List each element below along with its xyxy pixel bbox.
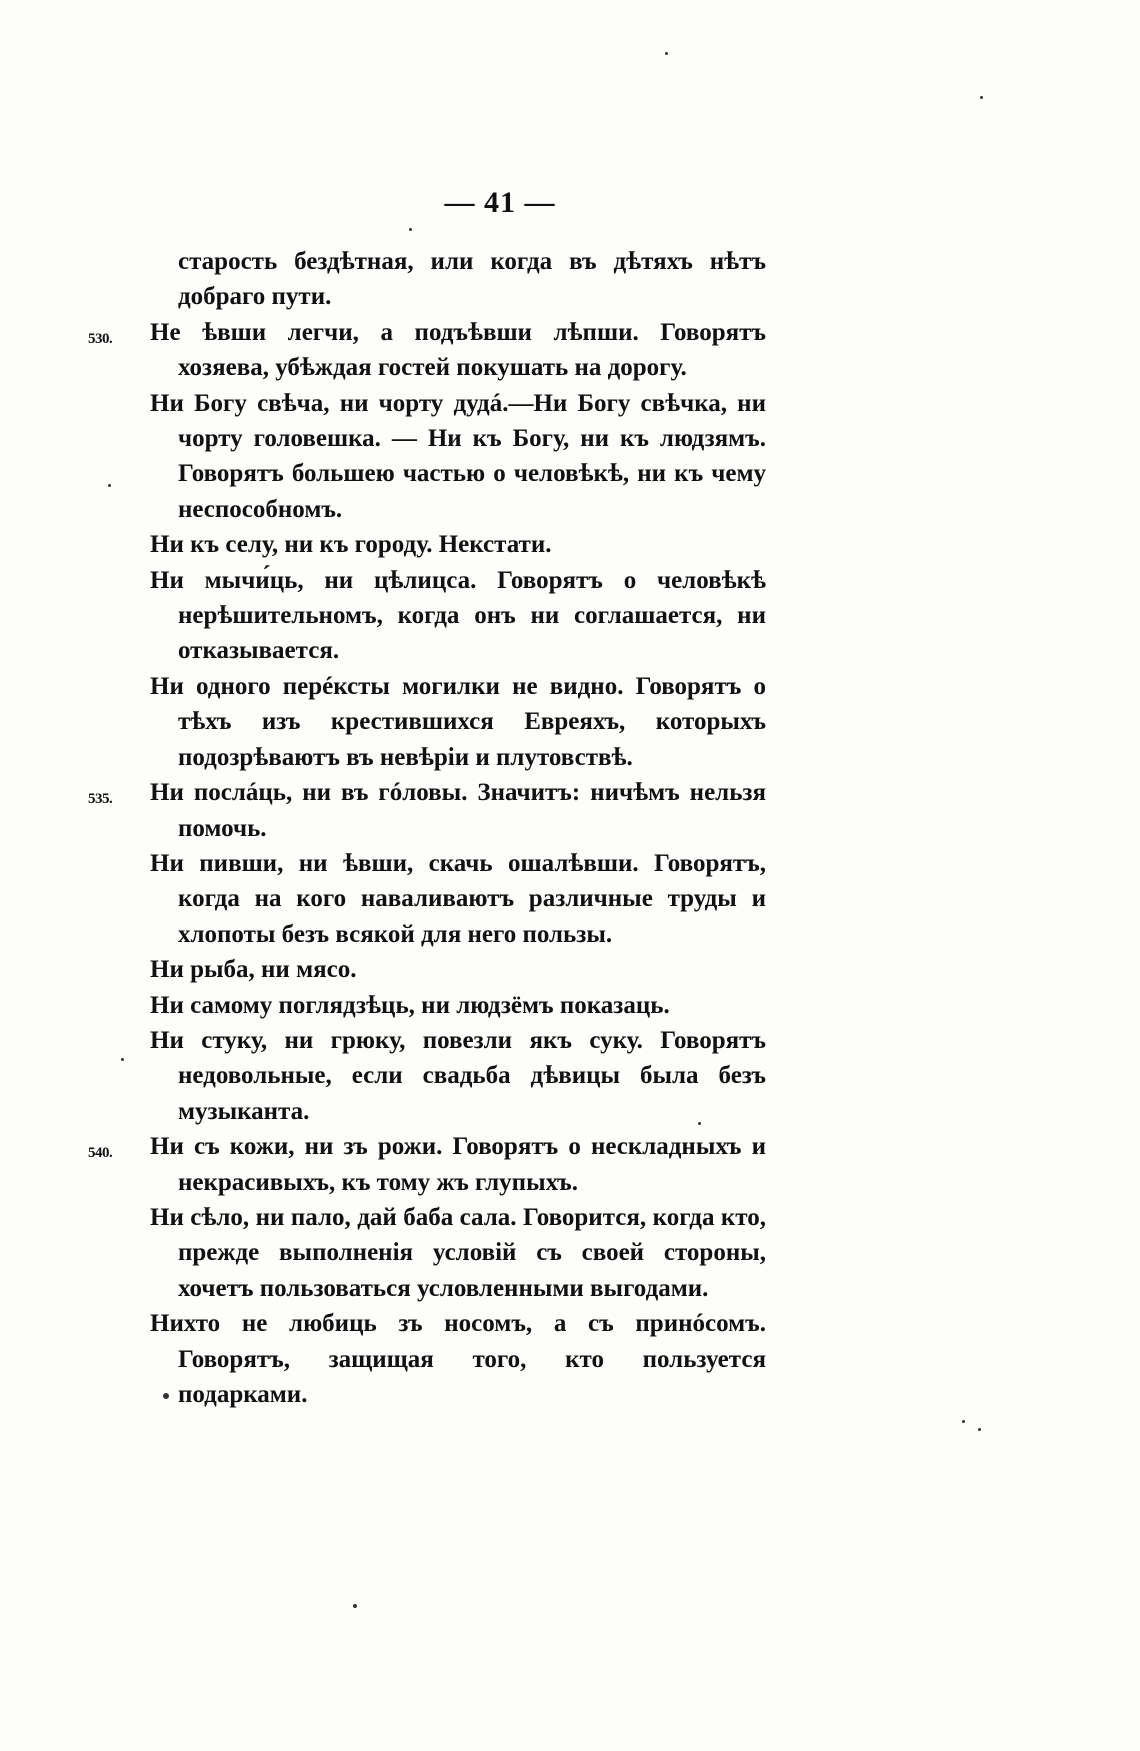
scan-speck: [108, 484, 111, 487]
entry-text: Ни самому поглядзѣць, ни людзёмъ показаць.: [150, 991, 670, 1019]
list-item: [150, 244, 766, 315]
entry-text: Ни мычи́ць, ни цѣлицса. Говорятъ о человѣкѣ нерѣшительномъ, когда онъ ни соглашается, ни отказывается.: [150, 566, 766, 665]
list-item: 540. Ни съ кожи, ни зъ рожи. Говорятъ о нескладныхъ и некрасивыхъ, къ тому жъ глупыхъ.: [88, 1133, 766, 1196]
list-item: [150, 988, 766, 1023]
list-item: [150, 952, 766, 987]
list-item: [150, 527, 766, 562]
scan-speck: [978, 1428, 981, 1431]
entry-text: Ни послáць, ни въ гóловы. Значитъ: ничѣмъ нельзя помочь.: [150, 779, 766, 842]
scan-speck: [962, 1420, 965, 1423]
list-item: 535. Ни послáць, ни въ гóловы. Значитъ: ничѣмъ нельзя помочь.: [88, 779, 766, 842]
entry-text: Нихто не любиць зъ носомъ, а съ принóсомъ. Говорятъ, защищая того, кто пользуется подарками.: [150, 1310, 766, 1408]
scan-speck: [698, 1122, 701, 1125]
entry-text: Ни стуку, ни грюку, повезли якъ суку. Говорятъ недовольные, если свадьба дѣвицы была безъ музыканта.: [150, 1026, 766, 1125]
list-item: [150, 1200, 766, 1306]
list-item: 530. Не ѣвши легчи, а подъѣвши лѣпши. Говорятъ хозяева, убѣждая гостей покушать на дорогу.: [88, 318, 766, 382]
list-item: [150, 1023, 766, 1129]
entry-text: Ни рыба, ни мясо.: [150, 956, 357, 984]
scan-speck: [353, 1604, 357, 1608]
entry-text: Ни съ кожи, ни зъ рожи. Говорятъ о нескладныхъ и некрасивыхъ, къ тому жъ глупыхъ.: [150, 1133, 766, 1196]
entry-text: Ни Богу свѣча, ни чорту дудá.—Ни Богу свѣчка, ни чорту головешка. — Ни къ Богу, ни къ людзямъ. Говорятъ большею частью о человѣкѣ, ни къ чему неспособномъ.: [150, 389, 766, 523]
list-item: [150, 563, 766, 669]
entry-text: Ни сѣло, ни пало, дай баба сала. Говорится, когда кто, прежде выполненія условій съ своей стороны, хочетъ пользоваться условленными выгодами.: [150, 1203, 766, 1302]
page-number: — 41 —: [444, 186, 556, 219]
proverb-list: [88, 244, 766, 1412]
entry-text: Ни пивши, ни ѣвши, скачь ошалѣвши. Говорятъ, когда на кого наваливаютъ различные труды и хлопоты безъ всякой для него пользы.: [150, 849, 766, 948]
list-item: [150, 846, 766, 952]
entry-text: Не ѣвши легчи, а подъѣвши лѣпши. Говорятъ хозяева, убѣждая гостей покушать на дорогу.: [150, 318, 766, 382]
entry-text: старость бездѣтная, или когда въ дѣтяхъ нѣтъ добраго пути.: [178, 248, 766, 311]
scan-speck: [665, 52, 668, 55]
scan-speck: [163, 1393, 169, 1399]
list-item: [150, 669, 766, 775]
scan-speck: [121, 1058, 124, 1061]
entry-text: Ни одного перéксты могилки не видно. Говорятъ о тѣхъ изъ крестившихся Евреяхъ, которыхъ подозрѣваютъ въ невѣріи и плутовствѣ.: [150, 672, 766, 771]
list-item: [150, 386, 766, 528]
list-item: [150, 1306, 766, 1412]
scan-speck: [409, 228, 412, 231]
entry-text: Ни къ селу, ни къ городу. Некстати.: [150, 531, 552, 559]
scan-speck: [980, 96, 983, 99]
